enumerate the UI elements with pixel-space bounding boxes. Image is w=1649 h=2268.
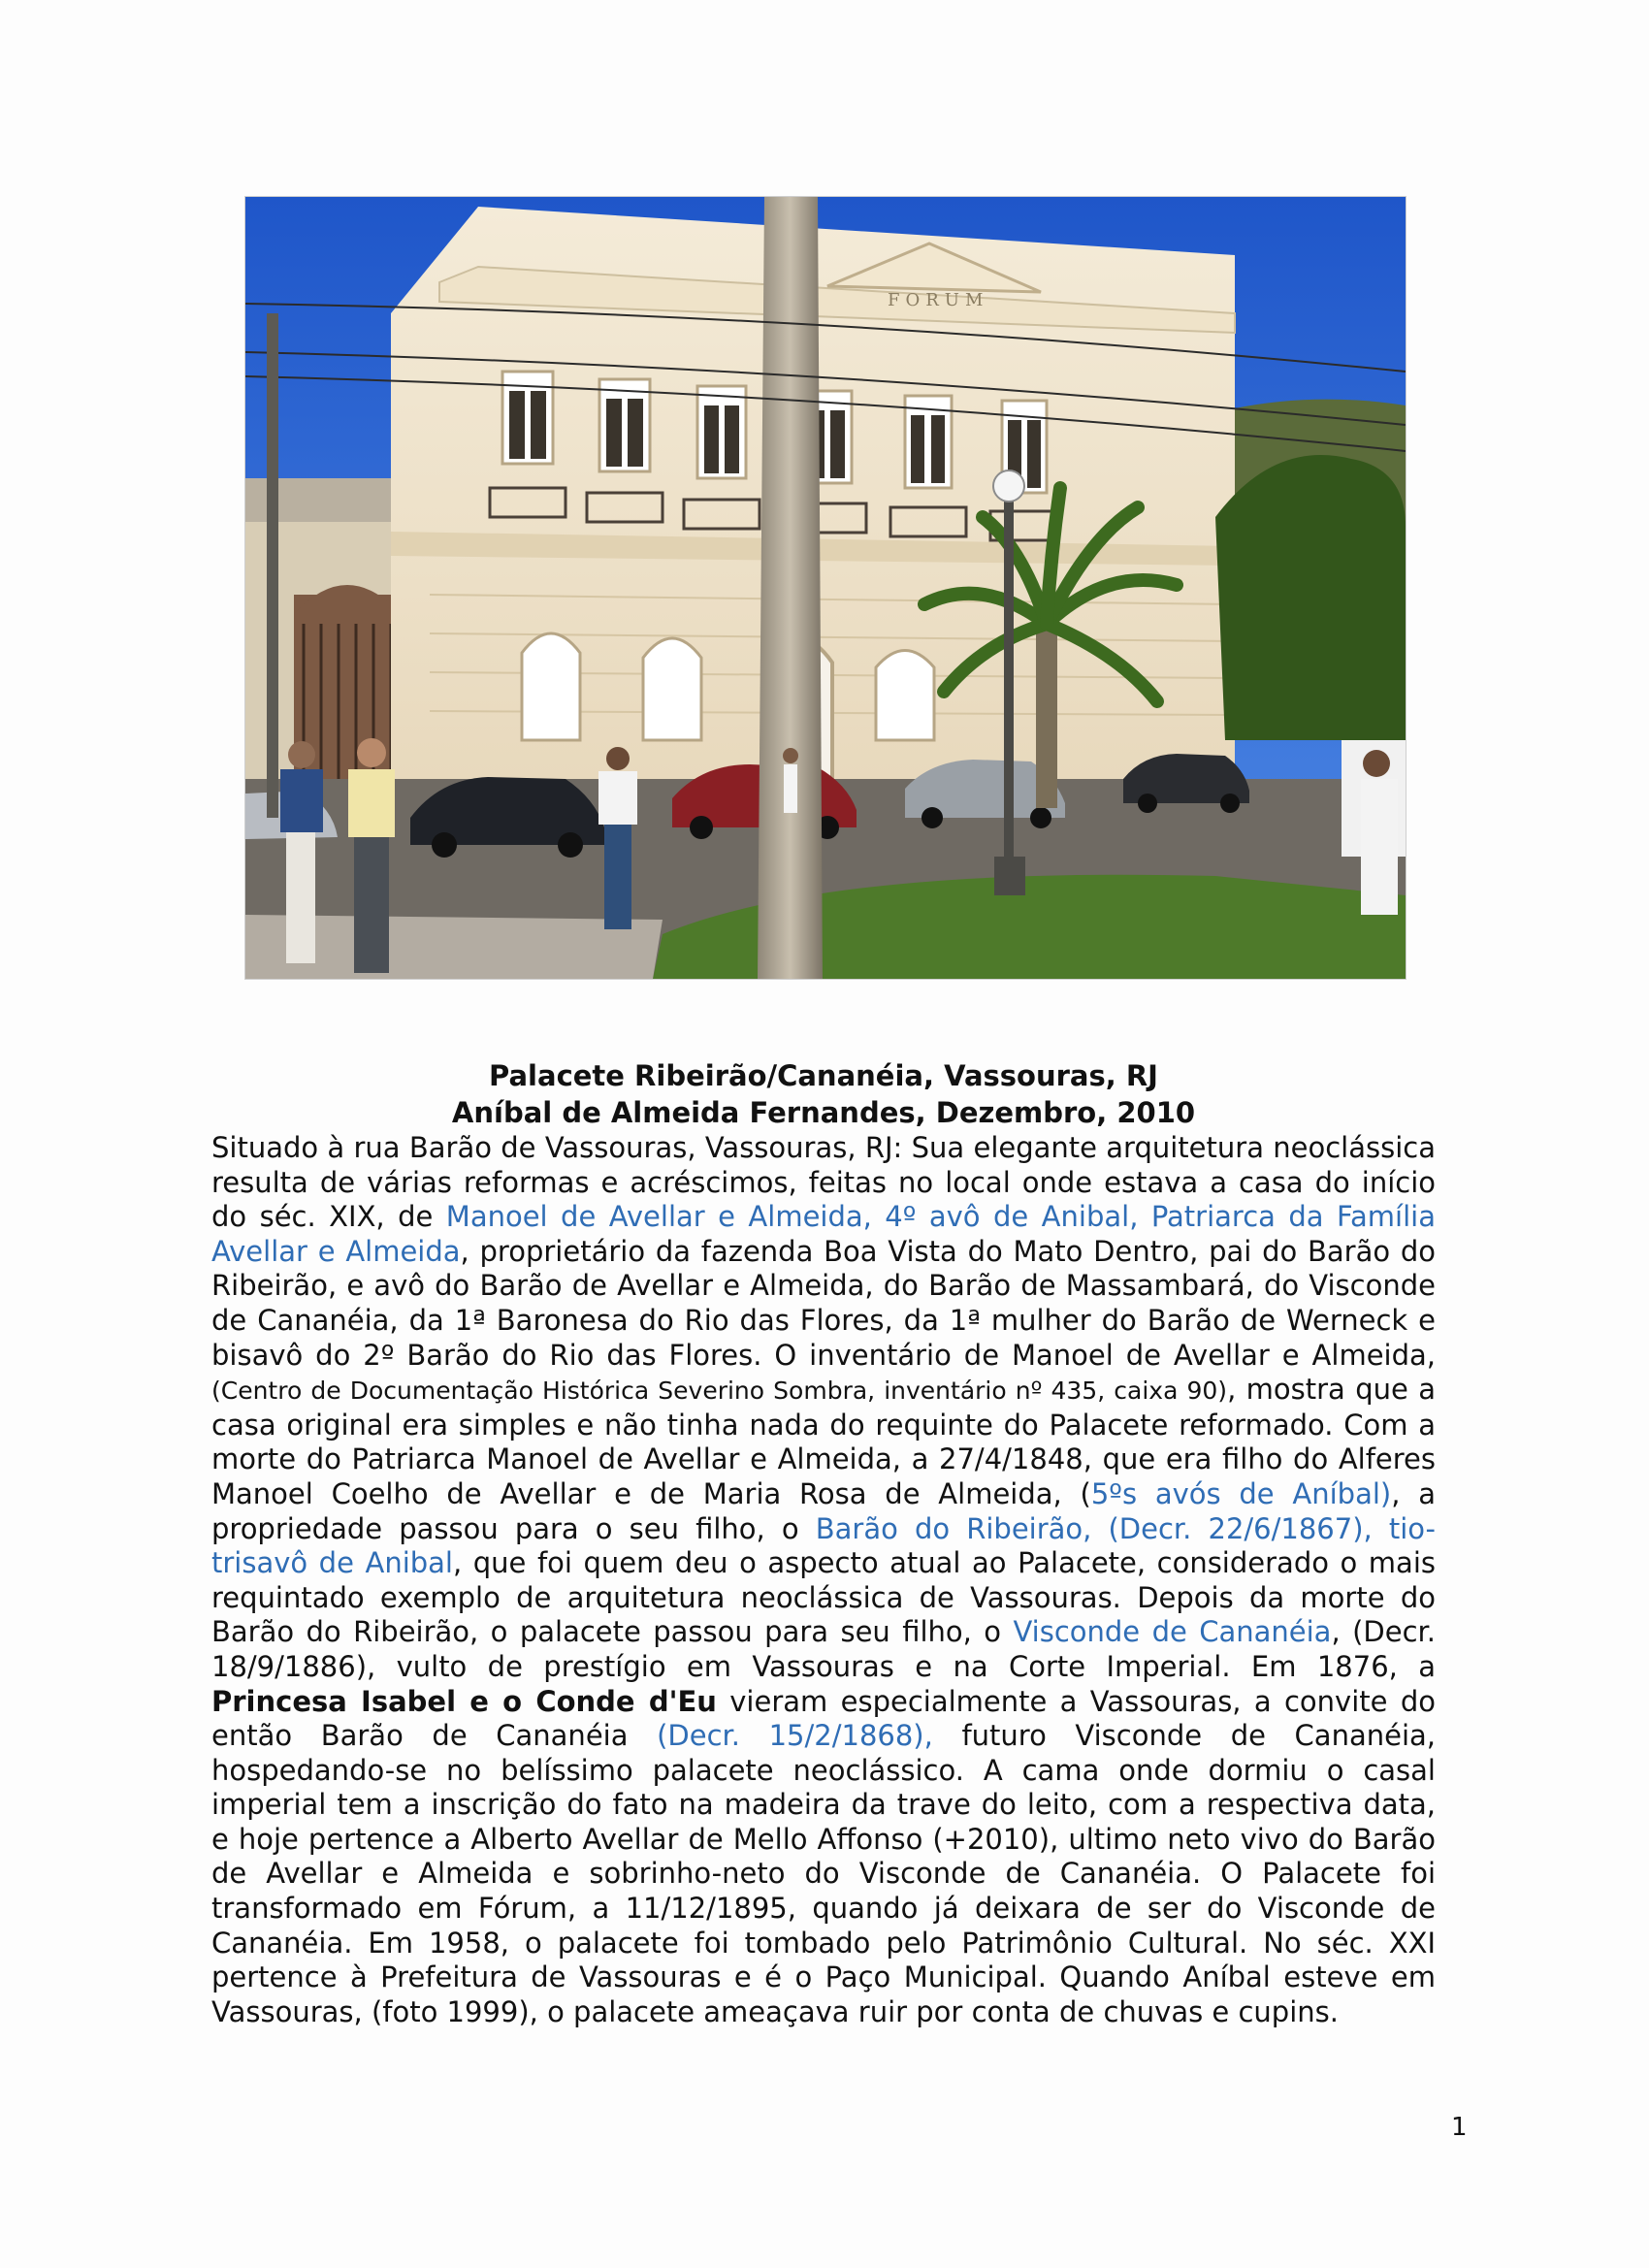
photo-caption <box>211 1057 1436 2029</box>
caption-body <box>211 1131 1436 2029</box>
body-text-segment: , proprietário da fazenda Boa Vista do Mato Dentro, pai do Barão do Ribeirão, e avô do Barão de Avellar e Almeida, do Barão de Massambará, do Visconde de Cananéia, da 1ª Baronesa do Rio das Flores, da 1ª mulher do Barão de Werneck e bisavô do 2º Barão do Rio das Flores. O inventário de Manoel de Avellar e Almeida, <box>211 1234 1437 1372</box>
page-number: 1 <box>1451 2113 1468 2142</box>
palacete-photo <box>244 196 1406 980</box>
body-text-segment: Situado à rua Barão de Vassouras, Vassouras, RJ: Sua elegante arquitetura neoclássica resulta de várias reformas e acréscimos, feitas no local onde estava a casa do início do séc. XIX, de <box>211 1131 1436 1234</box>
princesa-isabel-emphasis: Princesa Isabel e o Conde d'Eu <box>211 1684 717 1718</box>
link-decr-1868[interactable]: (Decr. 15/2/1868), <box>657 1719 933 1753</box>
body-text-segment: vieram especialmente a Vassouras, a convite do então Barão de Cananéia <box>211 1684 1436 1753</box>
caption-title: Palacete Ribeirão/Cananéia, Vassouras, RJ <box>489 1059 1158 1092</box>
caption-author-date: Aníbal de Almeida Fernandes, Dezembro, 2010 <box>451 1096 1196 1129</box>
link-manoel-de-avellar[interactable]: Manoel de Avellar e Almeida, 4º avô de Anibal, Patriarca da Família Avellar e Almeida <box>211 1200 1436 1268</box>
link-5os-avos[interactable]: 5ºs avós de Aníbal) <box>1090 1476 1392 1510</box>
body-text-segment: , que foi quem deu o aspecto atual ao Palacete, considerado o mais requintado exemplo de arquitetura neoclássica de Vassouras. Depois da morte do Barão do Ribeirão, o palacete passou para seu filho, o <box>211 1546 1436 1649</box>
body-text-segment: , (Decr. 18/9/1886), vulto de prestígio em Vassouras e na Corte Imperial. Em 1876, a <box>211 1615 1437 1683</box>
body-text-segment: , a propriedade passou para o seu filho, o <box>211 1476 1436 1545</box>
link-visconde-de-cananeia[interactable]: Visconde de Cananéia <box>1013 1615 1332 1649</box>
forum-sign: FORUM <box>888 290 989 310</box>
body-text-segment: futuro Visconde de Cananéia, hospedando-se no belíssimo palacete neoclássico. A cama onde dormiu o casal imperial tem a inscrição do fato na madeira da trave do leito, com a respectiva data, e hoje pertence a Alberto Avellar de Mello Affonso (+2010), ultimo neto vivo do Barão de Avellar e Almeida e sobrinho-neto do Visconde de Cananéia. O Palacete foi transformado em Fórum, a 11/12/1895, quando já deixara de ser do Visconde de Cananéia. Em 1958, o palacete foi tombado pelo Patrimônio Cultural. No séc. XXI pertence à Prefeitura de Vassouras e é o Paço Municipal. Quando Aníbal esteve em Vassouras, (foto 1999), o palacete ameaçava ruir por conta de chuvas e cupins. <box>211 1719 1436 2028</box>
body-text-segment: , mostra que a casa original era simples e não tinha nada do requinte do Palacete reformado. Com a morte do Patriarca Manoel de Avellar e Almeida, a 27/4/1848, que era filho do Alferes Manoel Coelho de Avellar e de Maria Rosa de Almeida, ( <box>211 1373 1436 1510</box>
archive-reference: (Centro de Documentação Histórica Severino Sombra, inventário nº 435, caixa 90) <box>211 1377 1228 1406</box>
link-barao-do-ribeirao[interactable]: Barão do Ribeirão, (Decr. 22/6/1867), tio-trisavô de Anibal <box>211 1511 1437 1580</box>
